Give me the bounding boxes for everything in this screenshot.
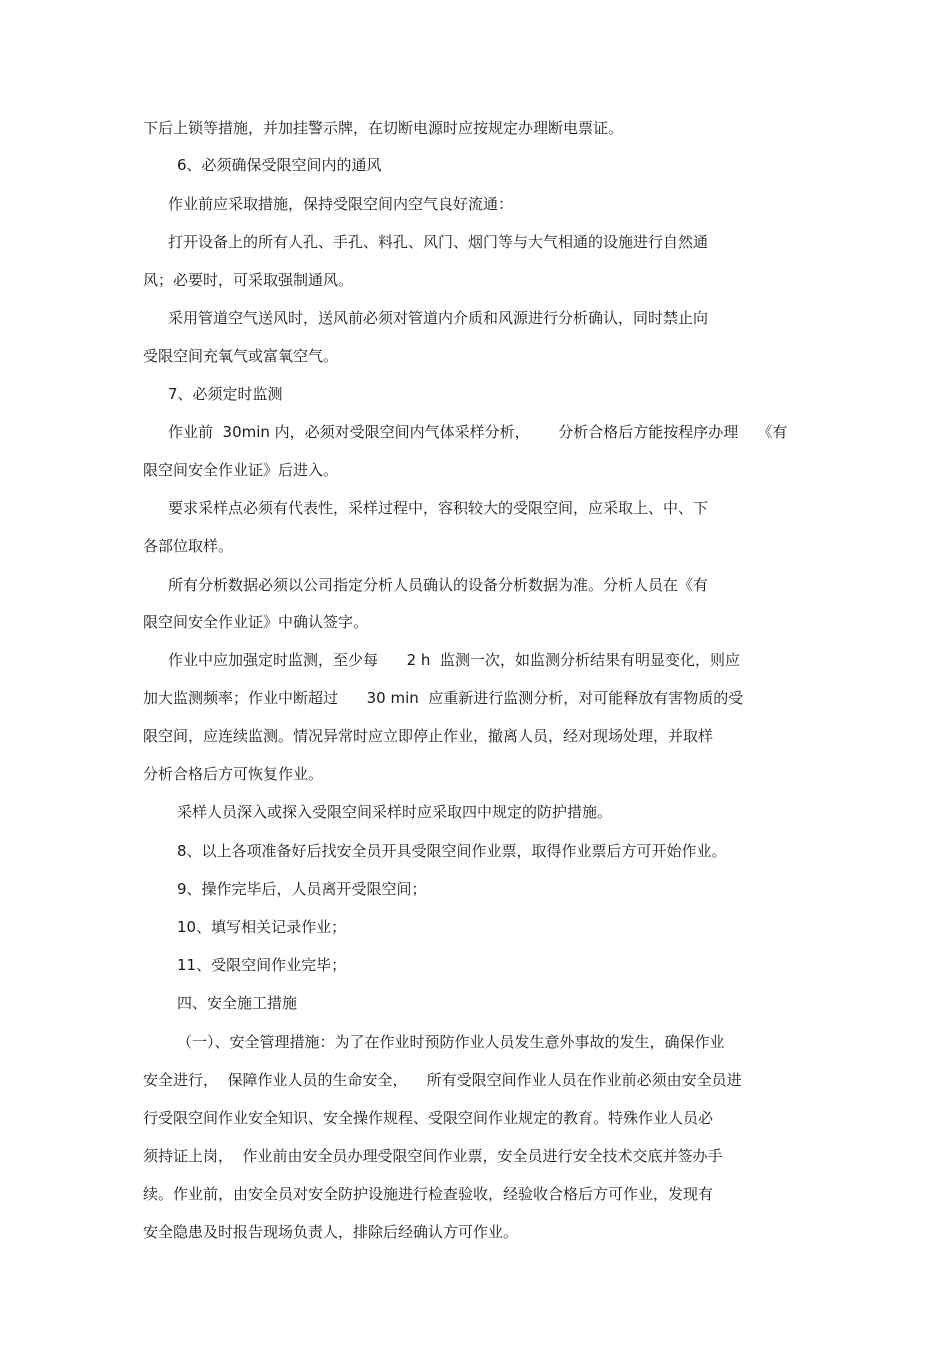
text-line: 加大监测频率；作业中断超过 30 min 应重新进行监测分析，对可能释放有害物质的受 (143, 689, 744, 707)
text-line: （一）、安全管理措施：为了在作业时预防作业人员发生意外事故的发生，确保作业 (177, 1033, 725, 1051)
list-item: 10、填写相关记录作业； (177, 918, 347, 936)
section-heading: 6、必须确保受限空间内的通风 (177, 156, 382, 174)
text-line: 分析合格后方可恢复作业。 (143, 765, 324, 783)
text-line: 安全隐患及时报告现场负责人，排除后经确认方可作业。 (143, 1223, 519, 1241)
text-line: 限空间安全作业证》后进入。 (143, 461, 339, 479)
section-heading: 四、安全施工措施 (177, 994, 298, 1012)
text-line: 受限空间充氧气或富氧空气。 (143, 347, 339, 365)
text-line: 打开设备上的所有人孔、手孔、料孔、风门、烟门等与大气相通的设施进行自然通 (168, 233, 709, 251)
text-line: 限空间安全作业证》中确认签字。 (143, 613, 369, 631)
text-line: 续。作业前，由安全员对安全防护设施进行检查验收，经验收合格后方可作业，发现有 (143, 1185, 714, 1203)
text-line: 下后上锁等措施，并加挂警示牌，在切断电源时应按规定办理断电票证。 (143, 119, 624, 137)
text-line: 作业中应加强定时监测，至少每 2 h 监测一次，如监测分析结果有明显变化，则应 (168, 651, 740, 669)
list-item: 8、以上各项准备好后找安全员开具受限空间作业票，取得作业票后方可开始作业。 (177, 842, 727, 860)
text-line: 风；必要时，可采取强制通风。 (143, 271, 354, 289)
text-line: 采用管道空气送风时，送风前必须对管道内介质和风源进行分析确认，同时禁止向 (168, 309, 709, 327)
text-line: 各部位取样。 (143, 537, 234, 555)
list-item: 9、操作完毕后，人员离开受限空间； (177, 880, 427, 898)
text-line: 须持证上岗， 作业前由安全员办理受限空间作业票，安全员进行安全技术交底并签办手 (143, 1147, 723, 1165)
text-line: 限空间，应连续监测。情况异常时应立即停止作业，撤离人员，经对现场处理，并取样 (143, 727, 714, 745)
text-line: 作业前 30min 内，必须对受限空间内气体采样分析， 分析合格后方能按程序办理 《有 (168, 423, 788, 441)
list-item: 11、受限空间作业完毕； (177, 956, 347, 974)
text-line: 所有分析数据必须以公司指定分析人员确认的设备分析数据为准。分析人员在《有 (168, 576, 709, 594)
text-line: 安全进行， 保障作业人员的生命安全， 所有受限空间作业人员在作业前必须由安全员进 (143, 1071, 742, 1089)
text-line: 采样人员深入或探入受限空间采样时应采取四中规定的防护措施。 (177, 803, 613, 821)
text-line: 行受限空间作业安全知识、安全操作规程、受限空间作业规定的教育。特殊作业人员必 (143, 1109, 714, 1127)
text-line: 要求采样点必须有代表性，采样过程中，容积较大的受限空间，应采取上、中、下 (168, 499, 709, 517)
section-heading: 7、必须定时监测 (168, 385, 283, 403)
text-line: 作业前应采取措施，保持受限空间内空气良好流通： (168, 195, 514, 213)
